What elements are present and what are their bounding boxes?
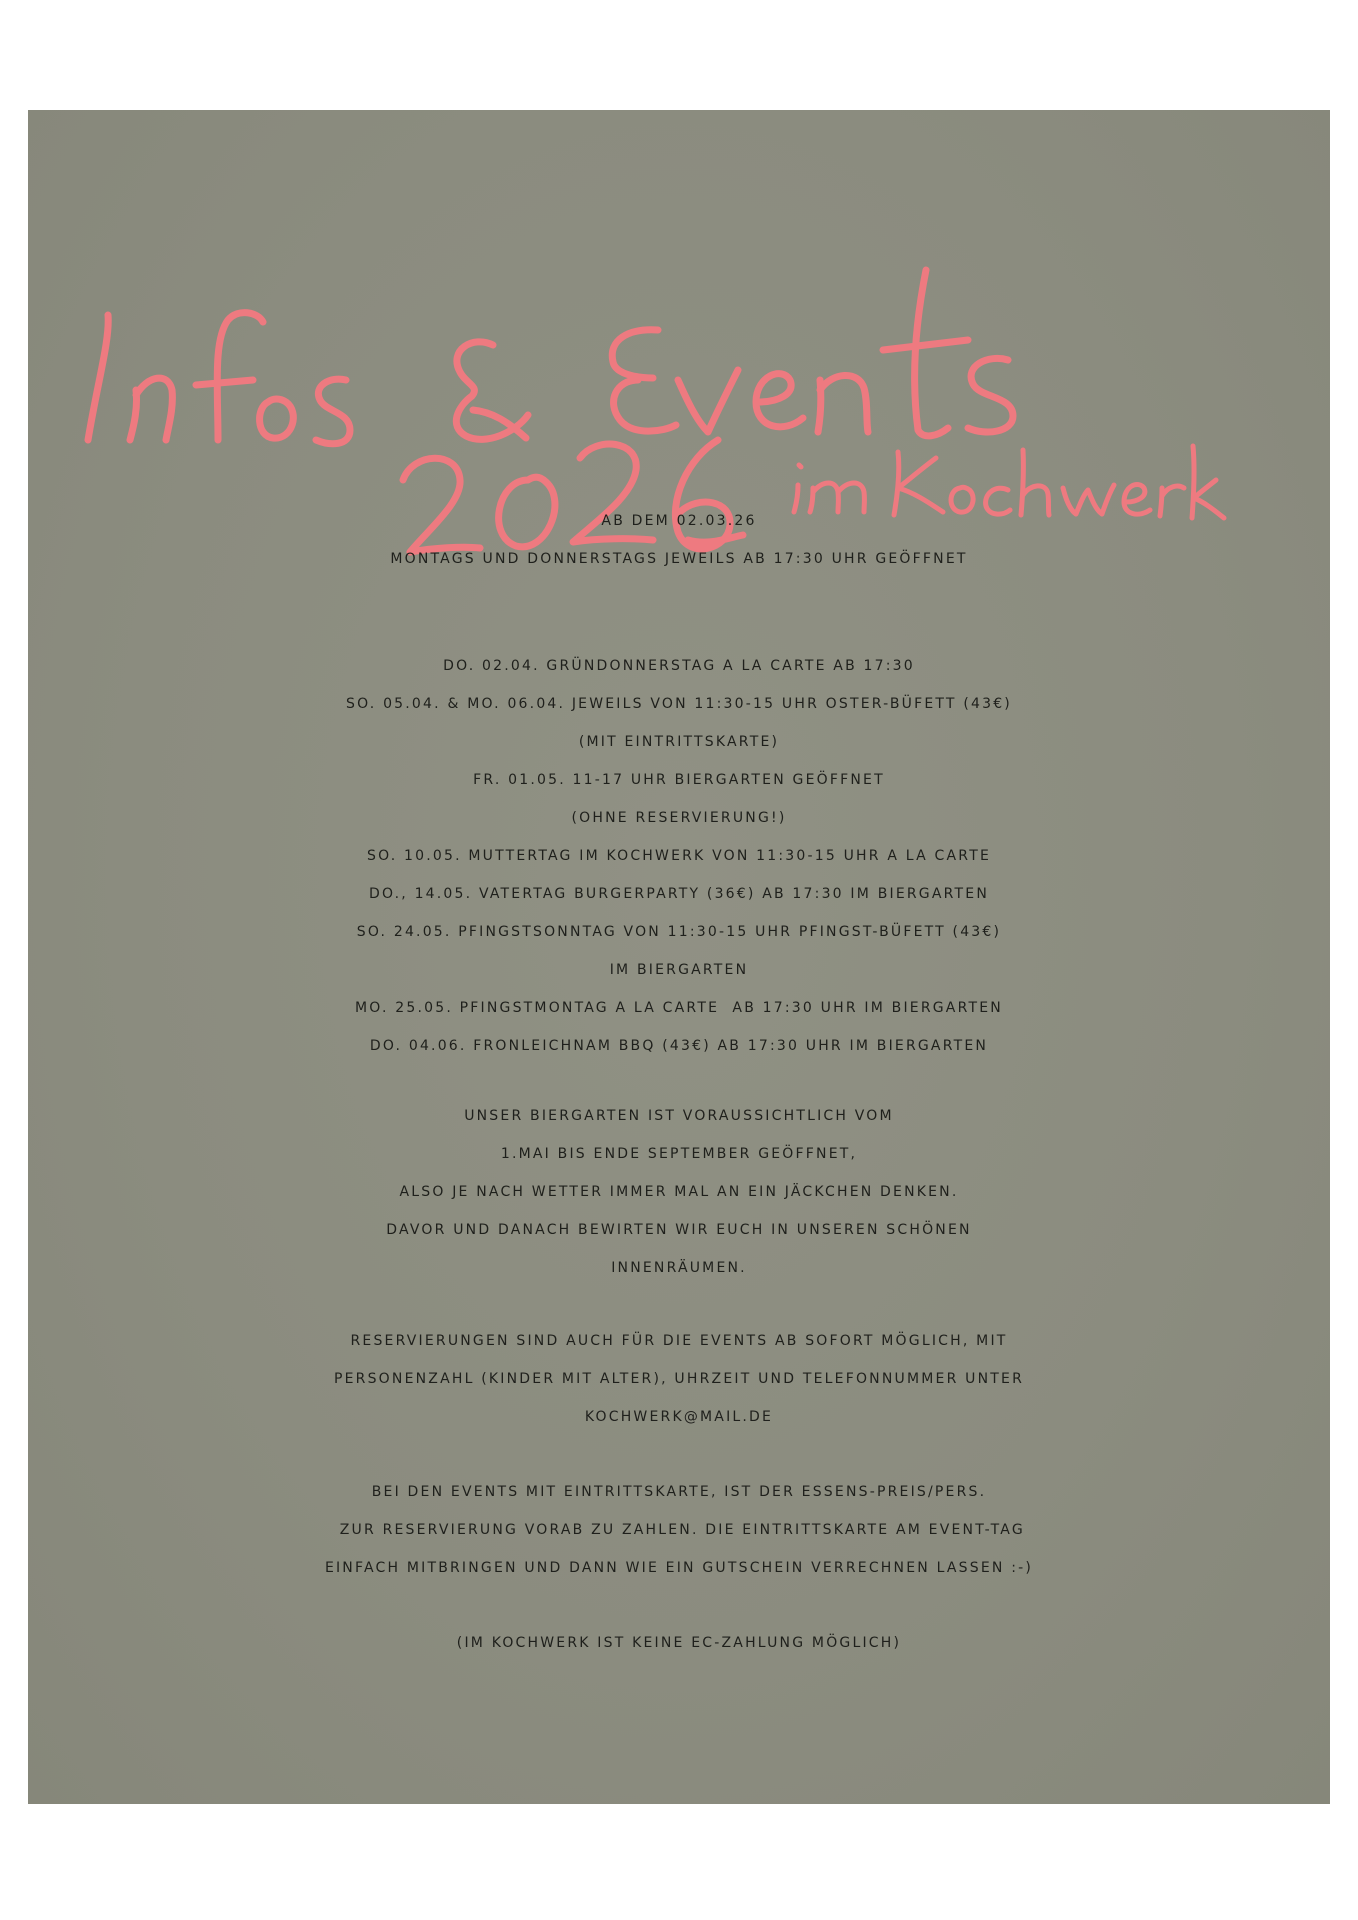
reservation-info (28, 1322, 1330, 1436)
event-line: (OHNE RESERVIERUNG!) (571, 810, 787, 826)
title-line-1 (88, 270, 1013, 444)
ticket-info (28, 1473, 1330, 1587)
biergarten-line: DAVOR UND DANACH BEWIRTEN WIR EUCH IN UNSEREN SCHÖNEN (386, 1222, 972, 1238)
payment-line: (IM KOCHWERK IST KEINE EC-ZAHLUNG MÖGLICH) (456, 1635, 902, 1651)
ticket-line: BEI DEN EVENTS MIT EINTRITTSKARTE, IST DER ESSENS-PREIS/PERS. (371, 1484, 987, 1500)
ticket-line: ZUR RESERVIERUNG VORAB ZU ZAHLEN. DIE EINTRITTSKARTE AM EVENT-TAG (333, 1522, 1025, 1538)
biergarten-line: 1.MAI BIS ENDE SEPTEMBER GEÖFFNET, (500, 1146, 858, 1162)
biergarten-line: ALSO JE NACH WETTER IMMER MAL AN EIN JÄCKCHEN DENKEN. (399, 1184, 959, 1200)
event-line: DO. 04.06. FRONLEICHNAM BBQ (43€) AB 17:30 UHR IM BIERGARTEN (369, 1038, 989, 1054)
event-line: DO., 14.05. VATERTAG BURGERPARTY (36€) AB 17:30 IM BIERGARTEN (368, 886, 990, 902)
event-list (28, 647, 1330, 1065)
payment-note (28, 1624, 1330, 1662)
event-line: SO. 24.05. PFINGSTSONNTAG VON 11:30-15 UHR PFINGST-BÜFETT (43€) (356, 924, 1002, 940)
event-line: DO. 02.04. GRÜNDONNERSTAG A LA CARTE AB 17:30 (443, 658, 915, 674)
biergarten-line: UNSER BIERGARTEN IST VORAUSSICHTLICH VOM (464, 1108, 894, 1124)
reservation-email: KOCHWERK@MAIL.DE (584, 1409, 774, 1425)
poster (28, 110, 1330, 1804)
opening-hours (28, 502, 1330, 578)
reservation-line: PERSONENZAHL (KINDER MIT ALTER), UHRZEIT UND TELEFONNUMMER UNTER (333, 1371, 1024, 1387)
event-line: FR. 01.05. 11-17 UHR BIERGARTEN GEÖFFNET (473, 772, 885, 788)
reservation-line: RESERVIERUNGEN SIND AUCH FÜR DIE EVENTS AB SOFORT MÖGLICH, MIT (350, 1333, 1008, 1349)
event-line: IM BIERGARTEN (609, 962, 749, 978)
opening-line: MONTAGS UND DONNERSTAGS JEWEILS AB 17:30 UHR GEÖFFNET (390, 551, 968, 567)
biergarten-line: INNENRÄUMEN. (611, 1260, 747, 1276)
biergarten-info (28, 1097, 1330, 1287)
opening-line: AB DEM 02.03.26 (601, 513, 757, 529)
event-line: SO. 10.05. MUTTERTAG IM KOCHWERK VON 11:30-15 UHR A LA CARTE (366, 848, 992, 864)
event-line: SO. 05.04. & MO. 06.04. JEWEILS VON 11:30-15 UHR OSTER-BÜFETT (43€) (346, 696, 1012, 712)
event-line: (MIT EINTRITTSKARTE) (578, 734, 780, 750)
ticket-line: EINFACH MITBRINGEN UND DANN WIE EIN GUTSCHEIN VERRECHNEN LASSEN :-) (324, 1560, 1034, 1576)
event-line: MO. 25.05. PFINGSTMONTAG A LA CARTE AB 17:30 UHR IM BIERGARTEN (355, 1000, 1003, 1016)
